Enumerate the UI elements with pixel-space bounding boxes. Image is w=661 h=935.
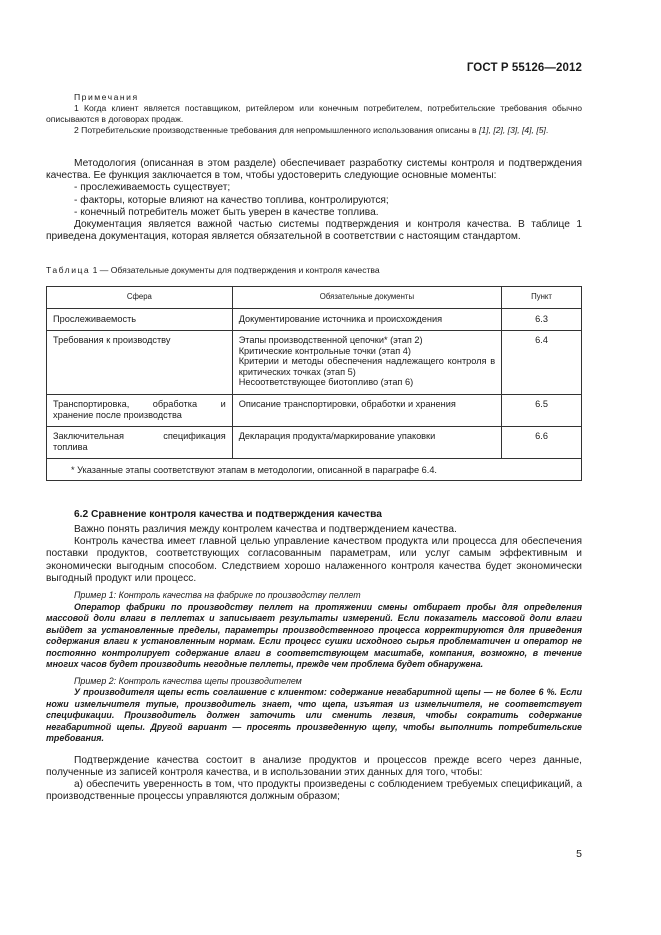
table-row — [47, 394, 582, 426]
table-cell-docs: Документирование источника и происхождения — [232, 309, 501, 331]
section-title: 6.2 Сравнение контроля качества и подтверждения качества — [74, 509, 382, 520]
doc-line: Критерии и методы обеспечения надлежащего контроля в критических точках (этап 5) — [238, 356, 496, 377]
table-cell-sphere: Транспортировка, обработка и хранение после производства — [47, 394, 233, 426]
notes-title: Примечания — [74, 92, 139, 102]
section-paragraph: Подтверждение качества состоит в анализе продуктов и процессов прежде всего через данные, полученные из записей контроля качества, и в использовании этих данных для того, чтобы: — [46, 754, 582, 778]
section-paragraph: Контроль качества имеет главной целью управление качеством продукта или процесса для обеспечения поставки продуктов, соответствующих согласованным параметрам, или услуг самым эффективным и экономически выгодным способом. Следствием хорошо налаженного контроля качества будет экономически выгодный продукт или процесс. — [46, 536, 582, 584]
section-block — [46, 509, 582, 803]
intro-block — [46, 158, 582, 243]
doc-line: Критические контрольные точки (этап 4) — [238, 345, 411, 356]
table-row — [47, 427, 582, 459]
table-cell-item: 6.4 — [502, 331, 582, 395]
example-2-title: Пример 2: Контроль качества щепы производителем — [74, 675, 302, 686]
table-header-sphere: Сфера — [47, 287, 233, 309]
bullet-item: - прослеживаемость существует; — [74, 182, 231, 194]
doc-line: Несоответствующее биотопливо (этап 6) — [238, 377, 414, 388]
bullet-item: - конечный потребитель может быть уверен в качестве топлива. — [74, 206, 379, 218]
table-row — [47, 309, 582, 331]
table-caption-text: 1 — Обязательные документы для подтверждения и контроля качества — [92, 265, 380, 275]
table-row — [47, 331, 582, 395]
table-cell-docs: Описание транспортировки, обработки и хранения — [232, 394, 501, 426]
standard-number: ГОСТ Р 55126—2012 — [466, 62, 582, 74]
section-paragraph: а) обеспечить уверенность в том, что продукты произведены с соблюдением требуемых спецификаций, а производственные процессы управляются должным образом; — [46, 778, 582, 803]
example-2-body: У производителя щепы есть соглашение с клиентом: содержание негабаритной щепы — не более 6 %. Если ножи измельчителя тупые, производитель знает, что щепа, изъятая из измельчителя, не соответствует спецификации. Производитель должен заточить или сменить лезвия, чтобы сократить содержание негабаритной щепы. Другой вариант — просеять произведенную щепу, чтобы выполнить потребительские требования. — [46, 687, 582, 744]
table-footnote-row — [47, 459, 582, 481]
example-1-body: Оператор фабрики по производству пеллет на протяжении смены отбирает пробы для определения массовой доли влаги в пеллетах и записывает результаты измерений. Если показатель массовой доли влаги выйдет за установленные пределы, параметры производственного процесса корректируются для приведения содержания влаги к установленным нормам. Если процесс сушки исходного сырья проблематичен и оператор не постоянно контролирует содержание влаги в соответствующем масштабе, компания, возможно, в течение многих часов будет производить негодные пеллеты, прежде чем проблема будет обнаружена. — [46, 601, 582, 670]
table-cell-sphere: Заключительная спецификация топлива — [47, 427, 233, 459]
table-cell-item: 6.6 — [502, 427, 582, 459]
bullet-item: - факторы, которые влияют на качество топлива, контролируются; — [74, 194, 389, 206]
section-paragraph: Важно понять различия между контролем качества и подтверждением качества. — [74, 524, 457, 535]
table-cell-docs: Декларация продукта/маркирование упаковки — [232, 427, 501, 459]
notes-block — [46, 92, 582, 136]
table-cell-docs — [232, 331, 501, 395]
note-2 — [46, 125, 582, 136]
intro-paragraph: Методология (описанная в этом разделе) обеспечивает разработку системы контроля и подтверждения качества. Ее функция заключается в том, чтобы удостоверить следующие основные моменты: — [46, 158, 582, 182]
table-header-item: Пункт — [502, 287, 582, 309]
doc-line: Этапы производственной цепочки* (этап 2) — [238, 335, 423, 345]
table-header-documents: Обязательные документы — [232, 287, 501, 309]
note-1: 1 Когда клиент является поставщиком, ритейлером или конечным потребителем, потребительские требования обычно описываются в договорах продаж. — [46, 103, 582, 124]
table-cell-sphere: Прослеживаемость — [47, 309, 233, 331]
table-cell-sphere: Требования к производству — [47, 331, 233, 395]
documents-table — [46, 286, 582, 481]
note-2-text: 2 Потребительские производственные требования для непромышленного использования описаны в — [74, 125, 480, 135]
table-cell-item: 6.3 — [502, 309, 582, 331]
documentation-paragraph: Документация является важной частью системы подтверждения и контроля качества. В таблице 1 приведена документация, которая является обязательной в соответствии с настоящим стандартом. — [46, 219, 582, 243]
note-2-refs: [1], [2], [3], [4], [5] — [479, 125, 546, 135]
table-cell-item: 6.5 — [502, 394, 582, 426]
note-2-end: . — [545, 125, 549, 135]
example-1-title: Пример 1: Контроль качества на фабрике по производству пеллет — [74, 590, 361, 601]
table-header-row — [47, 287, 582, 309]
table-footnote: * Указанные этапы соответствуют этапам в методологии, описанной в параграфе 6.4. — [47, 459, 582, 481]
table-caption — [46, 265, 582, 275]
table-caption-label: Таблица — [46, 265, 91, 275]
page-number: 5 — [576, 848, 582, 860]
